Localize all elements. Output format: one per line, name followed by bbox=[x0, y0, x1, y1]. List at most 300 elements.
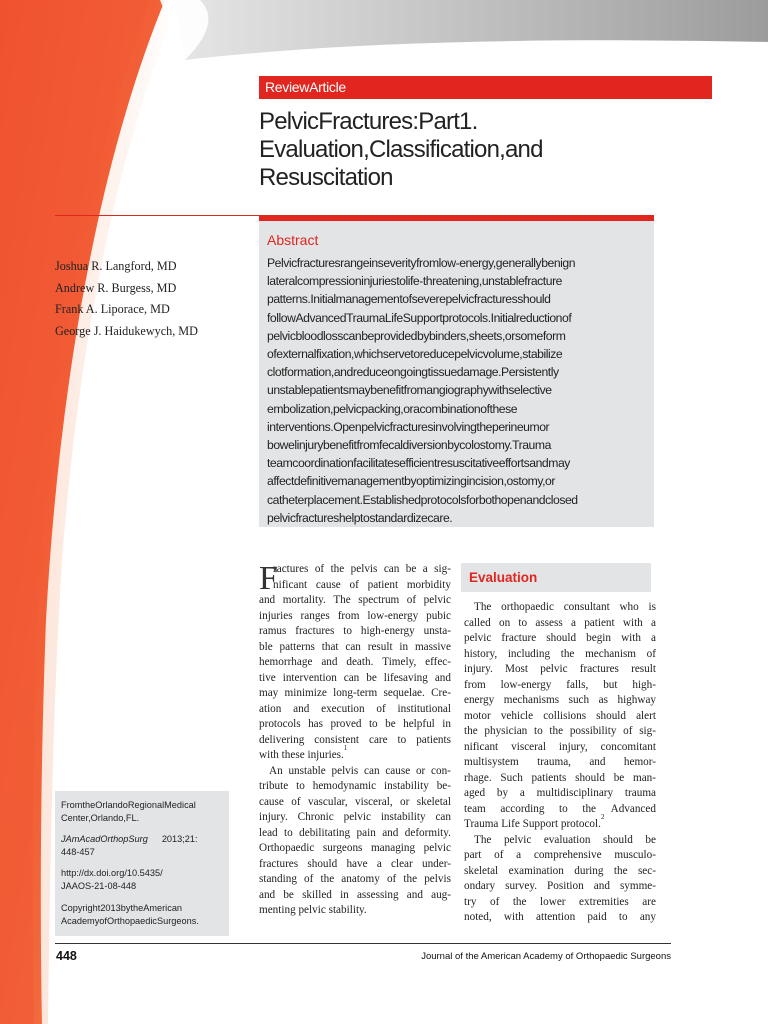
word: the bbox=[403, 873, 418, 885]
word: unsta- bbox=[423, 625, 451, 637]
word: protocols bbox=[259, 718, 301, 730]
word: sig- bbox=[434, 563, 451, 575]
word: aug- bbox=[431, 888, 451, 901]
word: a bbox=[570, 616, 576, 629]
body-line bbox=[259, 857, 451, 873]
word: hemodynamic bbox=[312, 780, 377, 792]
word: Chronic bbox=[297, 811, 334, 823]
word: of bbox=[623, 725, 633, 737]
drop-cap: F bbox=[259, 560, 278, 597]
reference-marker: 2 bbox=[600, 813, 605, 821]
word: rhage. bbox=[464, 771, 492, 784]
abstract-line: catheterplacement.Establishedprotocolsforbothopenandclosed bbox=[267, 492, 578, 507]
body-line bbox=[259, 609, 451, 625]
word: paid bbox=[587, 911, 607, 923]
word: and bbox=[434, 671, 451, 684]
word: can bbox=[383, 563, 400, 575]
word: be bbox=[366, 671, 377, 684]
word: who bbox=[619, 601, 639, 613]
word: evaluation bbox=[543, 833, 591, 846]
word: highway bbox=[617, 694, 656, 706]
body-line bbox=[464, 740, 656, 756]
abstract-line: patterns.Initialmanagementofseverepelvicfracturesshould bbox=[267, 292, 551, 307]
word: ation bbox=[259, 702, 282, 715]
word: sig- bbox=[639, 725, 656, 737]
word: mechanisms bbox=[503, 694, 560, 706]
word: team bbox=[464, 802, 486, 815]
body-column-right bbox=[464, 600, 656, 926]
abstract-line: teamcoordinationfacilitatesefficientresuscitativeeffortsandmay bbox=[267, 456, 570, 471]
word: intervention bbox=[282, 671, 337, 684]
word: Such bbox=[500, 771, 523, 784]
word: result bbox=[367, 640, 393, 653]
word: begin bbox=[586, 632, 612, 644]
word: physician bbox=[484, 725, 528, 737]
word: to bbox=[343, 625, 352, 637]
word: to bbox=[534, 725, 543, 737]
word: and bbox=[382, 826, 399, 839]
word: pelvic bbox=[464, 632, 492, 644]
affiliation-line: FromtheOrlandoRegionalMedical bbox=[61, 800, 196, 810]
word: morbidity bbox=[406, 578, 451, 591]
word: the bbox=[464, 725, 478, 737]
word: should bbox=[546, 632, 577, 644]
word: anatomy bbox=[341, 873, 380, 885]
word: An bbox=[269, 764, 283, 777]
word: comprehensive bbox=[533, 849, 602, 861]
word: can bbox=[364, 764, 380, 777]
word: may bbox=[259, 687, 279, 699]
citation-pages: 448-457 bbox=[61, 846, 95, 857]
word: care bbox=[368, 733, 388, 746]
word: and bbox=[406, 888, 423, 901]
word: be bbox=[283, 888, 294, 901]
word: of bbox=[646, 647, 656, 660]
body-line bbox=[259, 578, 451, 594]
body-line bbox=[259, 671, 451, 687]
word: high- bbox=[632, 678, 656, 691]
body-line-text: with these injuries. bbox=[259, 749, 344, 761]
word: falls, bbox=[566, 678, 589, 691]
word: can bbox=[435, 811, 451, 823]
body-line bbox=[464, 662, 656, 678]
word: delivering bbox=[259, 733, 305, 746]
word: patient bbox=[584, 616, 615, 629]
word: history, bbox=[464, 647, 498, 660]
word: hemor- bbox=[623, 756, 656, 768]
word: of bbox=[489, 895, 500, 908]
word: of bbox=[386, 873, 397, 885]
word: man- bbox=[633, 771, 656, 784]
article-category-banner bbox=[259, 76, 712, 99]
word: Orthopaedic bbox=[259, 842, 315, 854]
word: cause bbox=[315, 578, 341, 591]
word: can bbox=[343, 671, 360, 684]
body-line bbox=[464, 813, 656, 833]
word: on bbox=[498, 616, 511, 629]
word: under- bbox=[421, 857, 451, 870]
body-line bbox=[259, 826, 451, 842]
word: high-energy bbox=[360, 625, 415, 637]
affiliation-line: Center,Orlando,FL. bbox=[61, 812, 140, 823]
body-line bbox=[464, 631, 656, 647]
word: low-energy bbox=[367, 609, 419, 622]
title-line: Evaluation,Classification,and bbox=[259, 136, 543, 163]
word: consistent bbox=[314, 733, 360, 746]
article-title bbox=[259, 108, 719, 192]
word: low-energy bbox=[500, 678, 552, 691]
body-line bbox=[259, 810, 451, 826]
word: patterns bbox=[279, 640, 315, 653]
body-line bbox=[464, 616, 656, 632]
word: the bbox=[549, 725, 564, 737]
word: survey. bbox=[505, 880, 538, 892]
word: be bbox=[405, 563, 417, 575]
word: con- bbox=[431, 764, 451, 777]
word: death. bbox=[346, 656, 374, 668]
word: hemorrhage bbox=[259, 656, 313, 668]
body-line bbox=[259, 655, 451, 671]
abstract-line: Pelvicfracturesrangeinseverityfromlow-energy,generallybenign bbox=[267, 256, 576, 270]
word: and bbox=[593, 880, 610, 892]
word: such bbox=[568, 694, 590, 706]
body-line bbox=[259, 779, 451, 795]
word: with bbox=[503, 911, 524, 923]
word: debilitating bbox=[299, 826, 351, 839]
doi-line[interactable]: JAAOS-21-08-448 bbox=[61, 880, 137, 891]
body-line bbox=[464, 786, 656, 802]
body-line bbox=[464, 848, 656, 864]
word: multidisciplinary bbox=[536, 787, 614, 799]
body-line bbox=[259, 640, 451, 656]
word: multisystem bbox=[464, 756, 519, 768]
copyright bbox=[61, 902, 199, 928]
word: pubic bbox=[426, 609, 451, 622]
word: lower bbox=[540, 895, 566, 908]
reference-marker: 1 bbox=[343, 744, 348, 752]
word: examination bbox=[508, 864, 564, 877]
word: noted, bbox=[464, 911, 492, 923]
word: be bbox=[613, 771, 625, 784]
page-number: 448 bbox=[56, 949, 77, 963]
word: lead bbox=[259, 826, 278, 839]
word: orthopaedic bbox=[501, 601, 554, 613]
word: tribute bbox=[259, 780, 289, 792]
word: of bbox=[304, 873, 314, 885]
word: injury. bbox=[464, 663, 493, 675]
body-line bbox=[259, 841, 451, 857]
word: mechanism bbox=[585, 647, 637, 660]
author-name: Frank A. Liporace, MD bbox=[55, 302, 170, 317]
body-line bbox=[259, 686, 451, 702]
word: cause bbox=[259, 795, 284, 808]
abstract-line: pelvicfractureshelptostandardizecare. bbox=[267, 510, 453, 525]
word: attention bbox=[536, 911, 576, 923]
word: ble bbox=[259, 640, 273, 653]
word: aged bbox=[464, 787, 486, 799]
word: be bbox=[645, 833, 656, 846]
word: that bbox=[321, 640, 339, 653]
abstract-panel bbox=[259, 221, 654, 527]
word: skeletal bbox=[416, 795, 451, 808]
word: has bbox=[308, 718, 323, 730]
body-line bbox=[464, 709, 656, 725]
divider-rule bbox=[55, 215, 259, 216]
word: the bbox=[582, 802, 597, 815]
body-line bbox=[259, 717, 451, 733]
body-line bbox=[259, 593, 451, 609]
abstract-line: interventions.Openpelvicfracturesinvolvingtheperineumor bbox=[267, 419, 550, 434]
word: can bbox=[345, 640, 361, 653]
footer-rule bbox=[55, 943, 671, 944]
word: vehicle bbox=[500, 709, 534, 722]
body-line bbox=[259, 888, 451, 904]
word: pelvis bbox=[350, 563, 378, 575]
body-line bbox=[259, 795, 451, 811]
section-heading-evaluation: Evaluation bbox=[469, 570, 538, 585]
word: the bbox=[330, 563, 345, 575]
word: of bbox=[291, 795, 301, 808]
body-line bbox=[259, 733, 451, 749]
word: by bbox=[496, 787, 509, 799]
word: surgeons bbox=[322, 842, 363, 854]
article-info-box bbox=[55, 791, 229, 936]
word: a bbox=[516, 849, 522, 861]
word: injuries bbox=[259, 609, 293, 622]
word: in bbox=[340, 888, 349, 901]
body-line bbox=[464, 600, 656, 616]
word: assessing bbox=[356, 888, 399, 901]
abstract-line: affectdefinitivemanagementbyoptimizingincision,ostomy,or bbox=[267, 474, 555, 489]
word: are bbox=[642, 895, 656, 908]
word: of bbox=[376, 702, 386, 715]
word: result bbox=[631, 663, 656, 675]
word: execution bbox=[321, 702, 365, 715]
body-line bbox=[464, 647, 656, 663]
word: and bbox=[293, 702, 310, 715]
word: from bbox=[464, 678, 486, 691]
word: and bbox=[589, 756, 606, 768]
body-line bbox=[464, 693, 656, 709]
abstract-line: unstablepatientsmaybenefitfromangiographywithselective bbox=[267, 383, 552, 398]
word: collisions bbox=[543, 709, 587, 722]
doi-link[interactable] bbox=[61, 867, 163, 893]
word: helpful bbox=[403, 718, 435, 730]
body-line bbox=[464, 833, 656, 849]
word: skeletal bbox=[464, 864, 499, 877]
word: in bbox=[399, 640, 409, 653]
word: fractures bbox=[295, 625, 335, 637]
word: and bbox=[321, 656, 338, 668]
word: tive bbox=[259, 671, 276, 684]
word: a bbox=[422, 563, 428, 575]
word: trauma, bbox=[537, 756, 571, 768]
word: minimize bbox=[284, 687, 327, 699]
body-line bbox=[259, 562, 451, 578]
word: pelvic bbox=[423, 594, 451, 606]
word: patients bbox=[531, 771, 567, 784]
word: the bbox=[613, 864, 628, 877]
word: the bbox=[560, 647, 575, 660]
intro-paragraph-start bbox=[259, 560, 451, 597]
word: possibility bbox=[569, 725, 617, 737]
word: try bbox=[464, 895, 477, 908]
citation bbox=[61, 833, 198, 859]
abstract-line: embolization,pelvicpacking,oracombinationofthese bbox=[267, 401, 518, 416]
word: should bbox=[575, 771, 605, 784]
word: pelvic bbox=[423, 842, 451, 854]
body-line bbox=[259, 764, 451, 780]
word: the bbox=[512, 895, 527, 908]
word: trauma bbox=[624, 787, 656, 799]
word: the bbox=[320, 873, 335, 885]
body-line bbox=[464, 755, 656, 771]
word: pelvis bbox=[424, 873, 451, 885]
word: Timely, bbox=[382, 656, 417, 668]
section-heading-box bbox=[461, 563, 651, 592]
word: but bbox=[603, 678, 618, 691]
word: a bbox=[519, 787, 525, 799]
abstract-line: bowelinjurybenefitfromfecaldiversionbycolostomy.Trauma bbox=[267, 438, 551, 453]
word: in bbox=[442, 718, 451, 730]
word: ondary bbox=[464, 880, 496, 892]
copyright-line: Copyright2013bytheAmerican bbox=[61, 903, 183, 913]
abstract-line: ofexternalfixation,whichservetoreducepelvicvolume,stabilize bbox=[267, 347, 563, 362]
word: assess bbox=[535, 616, 563, 629]
word: be- bbox=[436, 780, 451, 792]
word: to bbox=[618, 911, 628, 923]
body-line bbox=[259, 872, 451, 888]
copyright-line: AcademyofOrthopaedicSurgeons. bbox=[61, 915, 199, 926]
word: Most bbox=[505, 663, 529, 675]
word: proved bbox=[330, 718, 362, 730]
word: concomitant bbox=[600, 740, 656, 753]
word: unstable bbox=[288, 764, 326, 777]
word: deformity. bbox=[404, 826, 451, 839]
word: musculo- bbox=[614, 849, 656, 861]
journal-abbreviation: JAmAcadOrthopSurg bbox=[61, 834, 148, 844]
word: patient bbox=[367, 578, 399, 591]
word: to bbox=[397, 733, 407, 746]
word: to bbox=[559, 802, 568, 815]
body-line bbox=[259, 624, 451, 640]
abstract-heading: Abstract bbox=[267, 232, 319, 248]
body-line: menting pelvic stability. bbox=[259, 904, 367, 916]
word: a bbox=[651, 616, 656, 629]
word: mortality. bbox=[282, 594, 326, 606]
word: of bbox=[314, 563, 325, 575]
word: massive bbox=[414, 640, 451, 653]
word: The bbox=[474, 833, 492, 846]
word: standing bbox=[259, 873, 297, 885]
word: from bbox=[337, 609, 360, 622]
author-name: Joshua R. Langford, MD bbox=[55, 259, 177, 273]
word: should bbox=[596, 709, 627, 722]
word: have bbox=[346, 857, 368, 870]
abstract-text bbox=[267, 254, 651, 527]
word: The bbox=[333, 594, 351, 606]
word: managing bbox=[370, 842, 416, 854]
word: energy bbox=[464, 694, 495, 706]
word: pelvic bbox=[503, 833, 532, 846]
word: fracture bbox=[501, 632, 537, 644]
word: during bbox=[574, 864, 604, 877]
word: instability bbox=[380, 811, 426, 823]
body-line bbox=[464, 879, 656, 895]
word: injury, bbox=[558, 740, 588, 753]
word: and bbox=[259, 888, 276, 901]
word: lifesaving bbox=[383, 671, 428, 684]
word: to bbox=[368, 718, 378, 730]
word: fractures bbox=[579, 663, 619, 675]
abstract-line: lateralcompressioninjuriestolife-threatening,unstablefracture bbox=[267, 274, 563, 289]
word: clear bbox=[391, 857, 413, 870]
journal-name: Journal of the American Academy of Orthopaedic Surgeons bbox=[421, 951, 671, 962]
body-column-left bbox=[259, 562, 451, 919]
title-line: PelvicFractures:Part1. bbox=[259, 108, 478, 135]
word: institutional bbox=[397, 702, 451, 715]
word: of bbox=[349, 578, 359, 591]
doi-line[interactable]: http://dx.doi.org/10.5435/ bbox=[61, 868, 163, 878]
word: ramus bbox=[259, 625, 287, 637]
word: is bbox=[648, 601, 656, 613]
word: pelvis bbox=[331, 764, 359, 777]
word: patients bbox=[416, 733, 451, 746]
word: of bbox=[406, 594, 417, 606]
word: Cre- bbox=[431, 687, 451, 699]
word: with bbox=[622, 616, 643, 629]
word: The bbox=[474, 601, 492, 613]
word: called bbox=[464, 616, 491, 629]
abstract-line: followAdvancedTraumaLifeSupportprotocols.Initialreductionof bbox=[267, 310, 572, 325]
word: with bbox=[621, 632, 641, 644]
citation-volume: 2013;21: bbox=[161, 834, 198, 844]
word: long-term bbox=[333, 687, 378, 699]
abstract-line: pelvicbloodlosscanbeprovidedbybinders,sheets,orsomeform bbox=[267, 328, 566, 343]
word: to bbox=[284, 826, 293, 839]
word: alert bbox=[636, 709, 656, 722]
word: fractures bbox=[259, 857, 299, 870]
word: Position bbox=[547, 880, 584, 892]
word: sequelae. bbox=[383, 687, 425, 699]
word: according bbox=[500, 802, 545, 815]
word: nificant bbox=[273, 578, 308, 591]
body-line bbox=[464, 724, 656, 740]
word: of bbox=[494, 849, 504, 861]
word: injury. bbox=[259, 811, 288, 823]
word: a bbox=[376, 857, 382, 870]
word: symme- bbox=[619, 880, 656, 892]
word: ractures bbox=[273, 563, 309, 575]
word: vascular, bbox=[308, 795, 348, 808]
word: part bbox=[464, 849, 482, 861]
word: pain bbox=[356, 826, 376, 839]
word: Advanced bbox=[610, 802, 656, 815]
word: to bbox=[296, 780, 305, 792]
word: skilled bbox=[302, 888, 332, 901]
word: consultant bbox=[563, 601, 610, 613]
article-category-label: ReviewArticle bbox=[265, 79, 346, 95]
word: should bbox=[603, 833, 633, 846]
body-line bbox=[464, 910, 656, 926]
word: as bbox=[598, 694, 608, 706]
word: cause bbox=[385, 764, 411, 777]
author-list bbox=[55, 256, 255, 343]
affiliation bbox=[61, 799, 196, 825]
title-line: Resuscitation bbox=[259, 164, 393, 191]
body-line bbox=[464, 802, 656, 818]
word: instability bbox=[384, 780, 429, 792]
